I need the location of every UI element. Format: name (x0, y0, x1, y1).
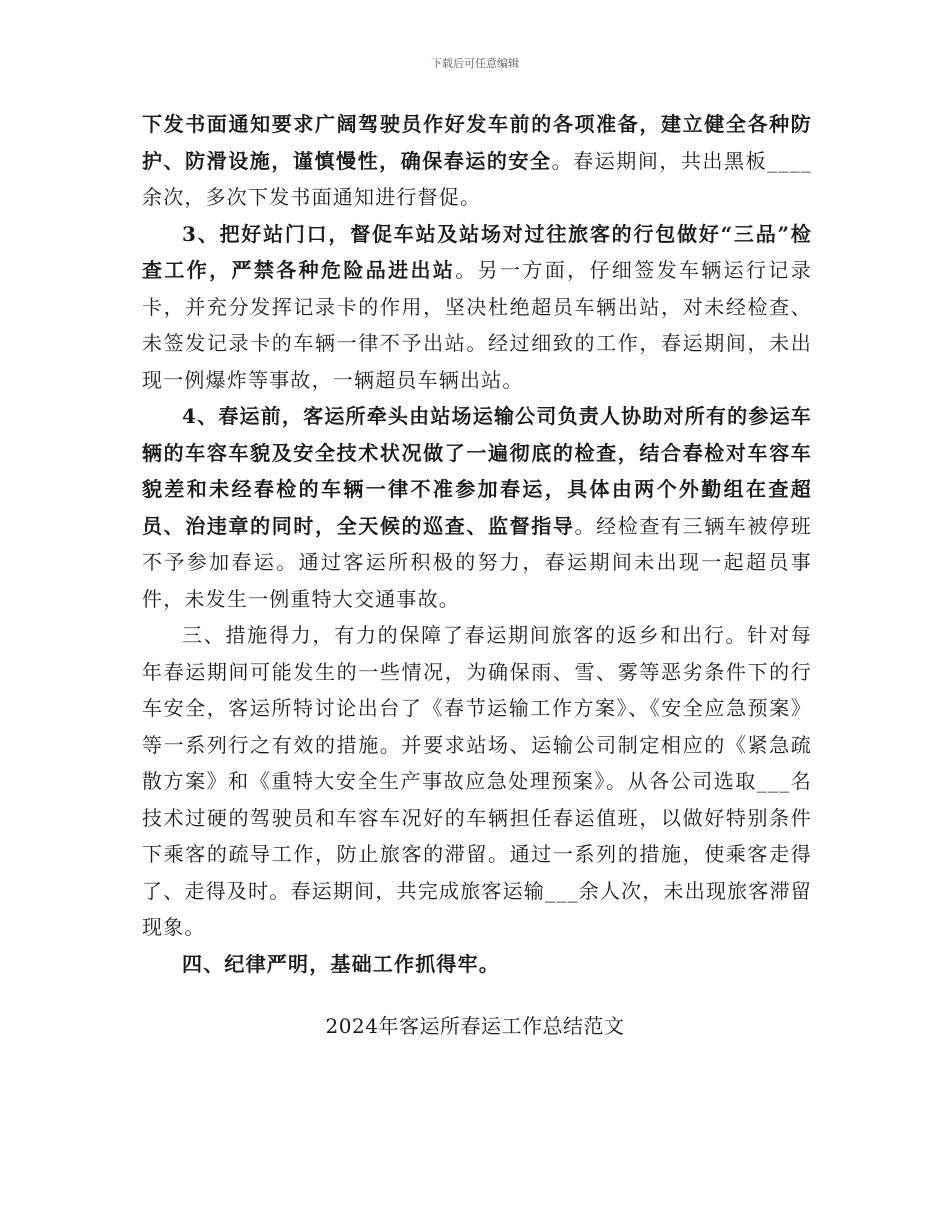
paragraph-1-bold: 下发书面通知要求广阔驾驶员作好发车前的各项准备，建立健全各种防护、防滑设施，谨慎慢性，确保春运的安全 (142, 112, 812, 173)
document-body (142, 106, 812, 982)
paragraph-1 (142, 106, 812, 216)
paragraph-1-text: 。春运期间，共出黑板____余次，多次下发书面通知进行督促。 (142, 148, 812, 209)
document-title: 2024年客运所春运工作总结范文 (325, 1014, 625, 1038)
paragraph-3 (142, 398, 812, 617)
paragraph-3-text: 。经检查有三辆车被停班不予参加春运。通过客运所积极的努力，春运期间未出现一起超员事件，未发生一例重特大交通事故。 (142, 513, 812, 611)
section-heading: 四、纪律严明，基础工作抓得牢。 (182, 951, 500, 976)
header-note: 下载后可任意编辑 (431, 57, 519, 70)
paragraph-4-text: 三、措施得力，有力的保障了春运期间旅客的返乡和出行。针对每年春运期间可能发生的一些情况，为确保雨、雪、雾等恶劣条件下的行车安全，客运所特讨论出台了《春节运输工作方案》、《安全应急预案》等一系列行之有效的措施。并要求站场、运输公司制定相应的《紧急疏散方案》和《重特大安全生产事故应急处理预案》。从各公司选取___名技术过硬的驾驶员和车容车况好的车辆担任春运值班，以做好特别条件下乘客的疏导工作，防止旅客的滞留。通过一系列的措施，使乘客走得了、走得及时。春运期间，共完成旅客运输___余人次，未出现旅客滞留现象。 (142, 623, 812, 939)
paragraph-2 (142, 216, 812, 399)
paragraph-5 (142, 946, 812, 983)
paragraph-2-bold: 3、把好站门口，督促车站及站场对过往旅客的行包做好“三品”检查工作，严禁各种危险品进出站 (142, 221, 812, 282)
paragraph-4 (142, 617, 812, 946)
paragraph-3-bold: 4、春运前，客运所牵头由站场运输公司负责人协助对所有的参运车辆的车容车貌及安全技术状况做了一遍彻底的检查，结合春检对车容车貌差和未经春检的车辆一律不准参加春运，具体由两个外勤组在查超员、治违章的同时，全天候的巡查、监督指导 (142, 404, 812, 538)
paragraph-2-text: 。另一方面，仔细签发车辆运行记录卡，并充分发挥记录卡的作用，坚决杜绝超员车辆出站，对未经检查、未签发记录卡的车辆一律不予出站。经过细致的工作，春运期间，未出现一例爆炸等事故，一辆超员车辆出站。 (142, 258, 812, 392)
